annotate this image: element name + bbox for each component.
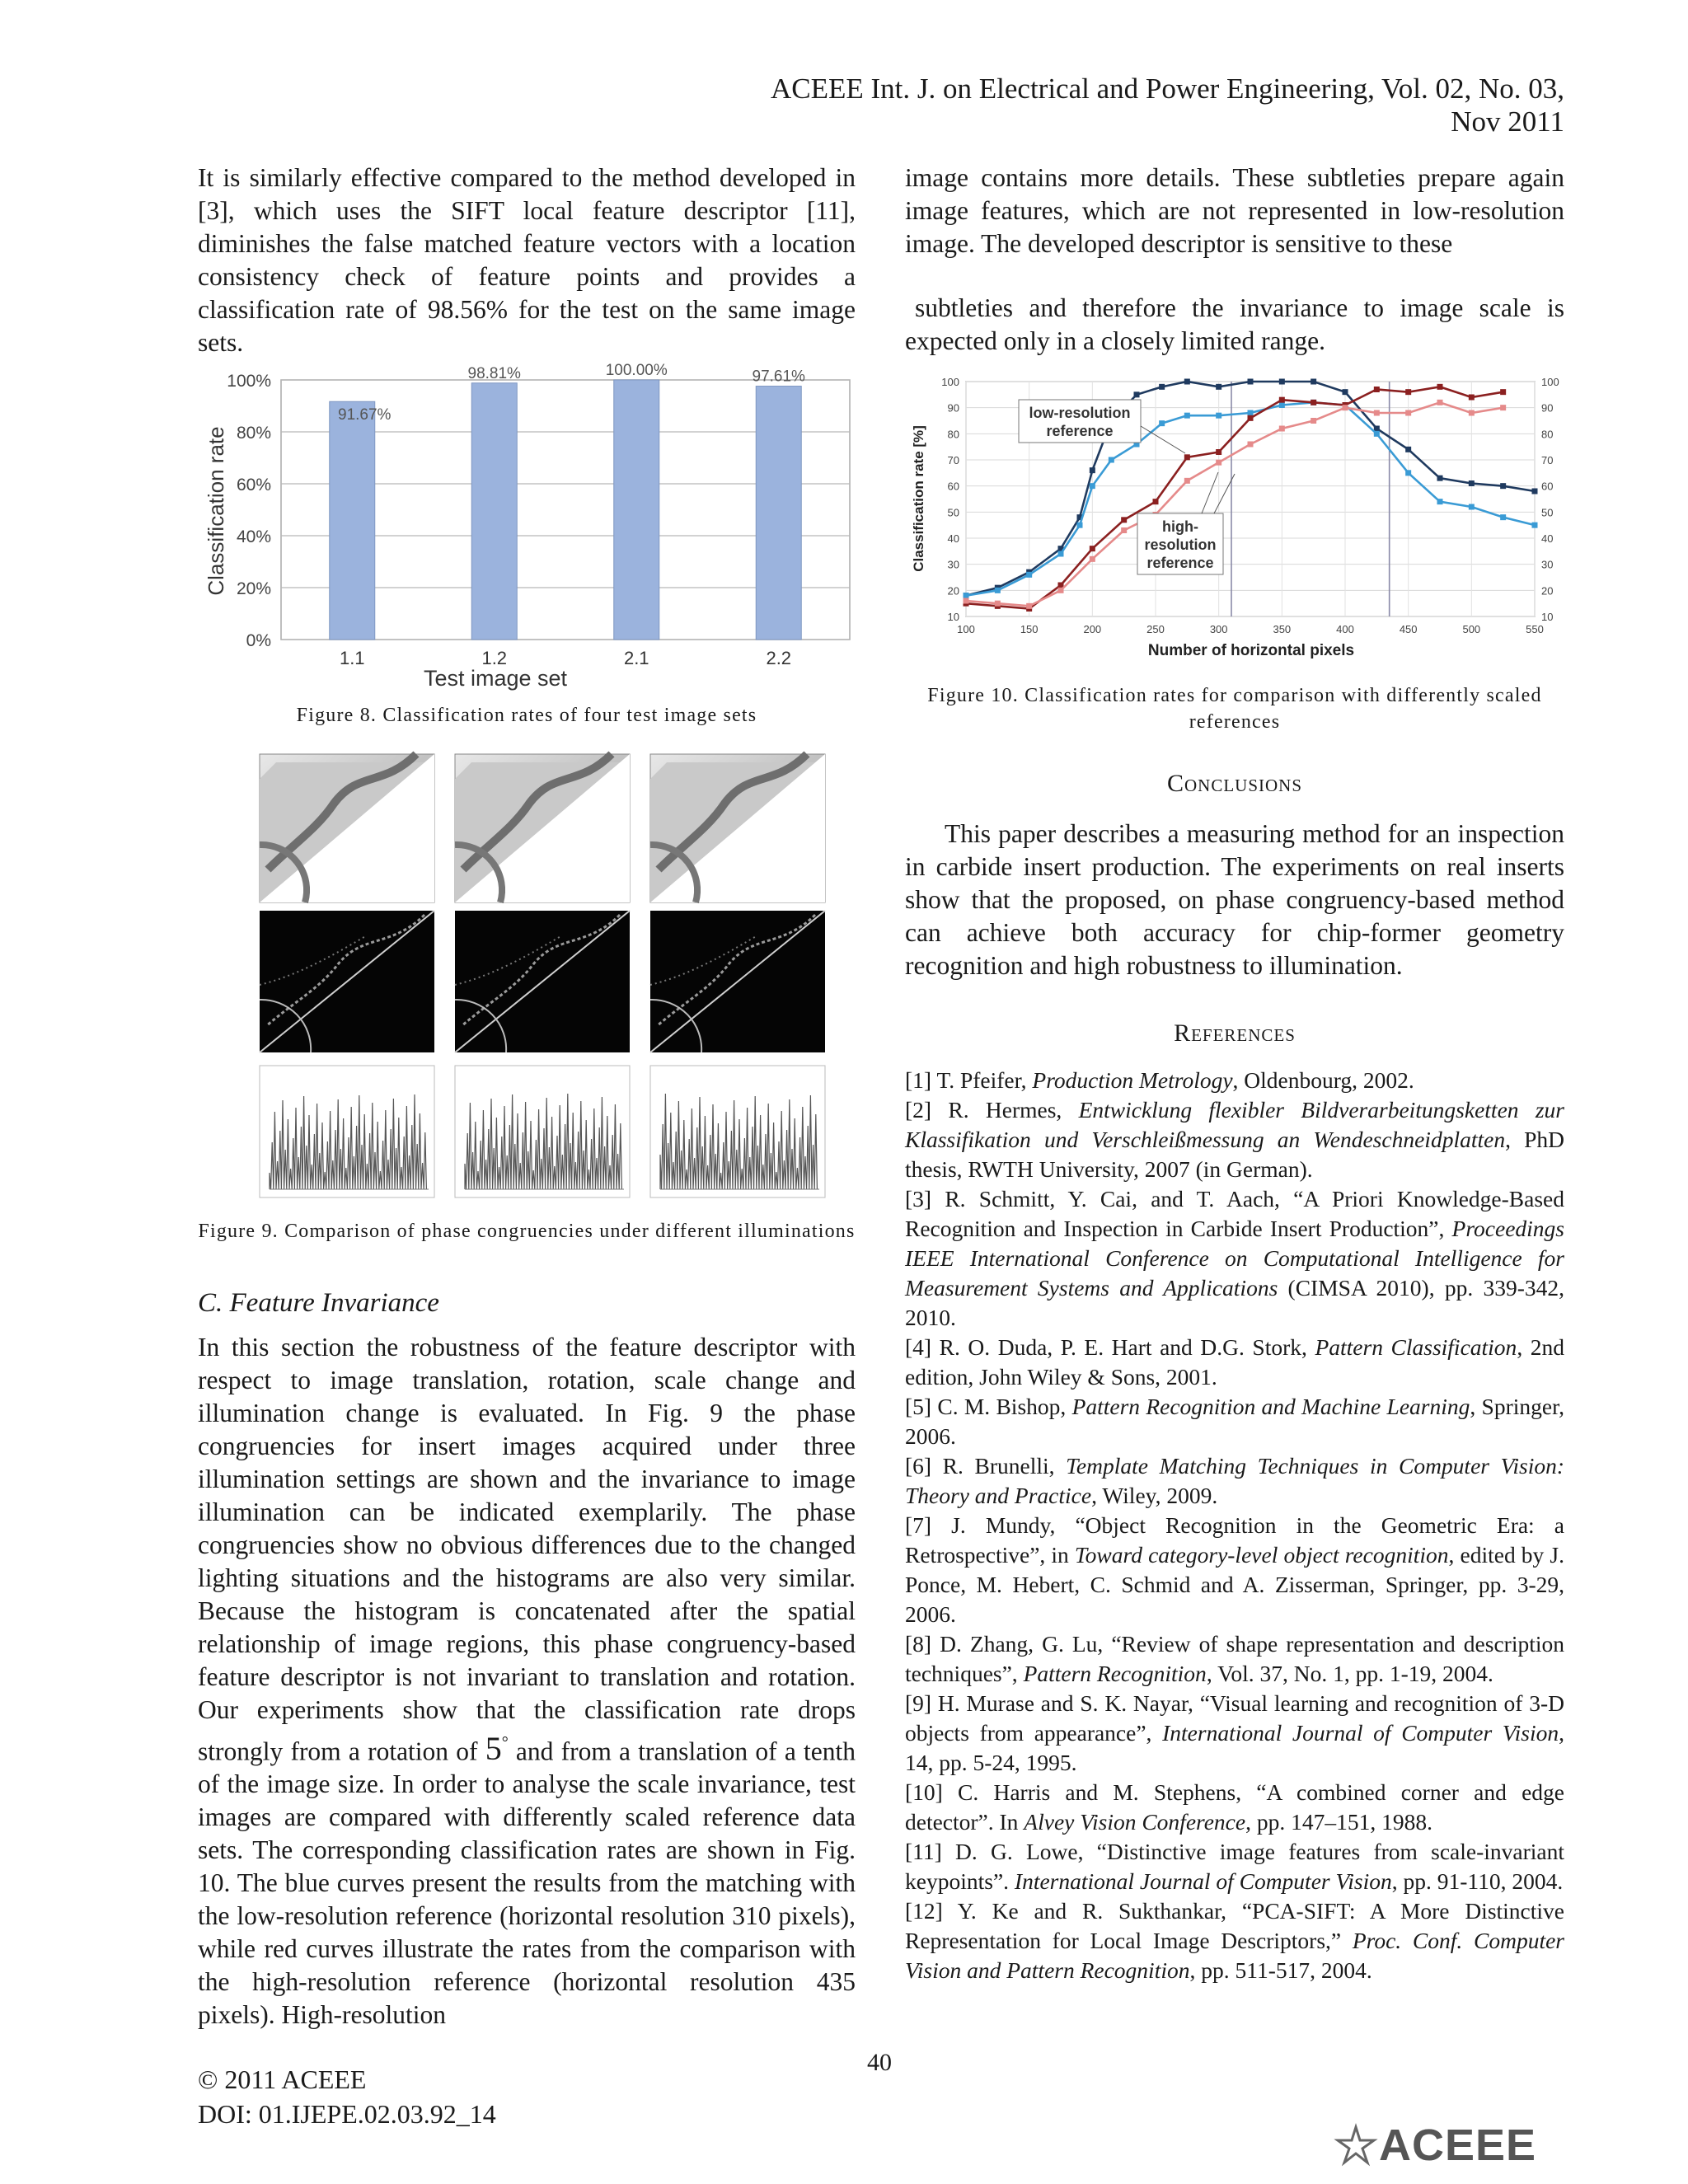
data-label: 91.67% <box>338 406 392 424</box>
series-marker <box>1469 504 1475 510</box>
reference-item: [7] J. Mundy, “Object Recognition in the Geometric Era: a Retrospective”, in Toward category-level object recognition, edited by J. Ponce, M. Hebert, C. Schmid and A. Zisserman, Springer, pp. 3-29, 2006. <box>905 1512 1564 1627</box>
y-tick-label: 60% <box>236 476 271 494</box>
series-marker <box>1216 460 1221 466</box>
y-tick-label-right: 30 <box>1541 558 1554 571</box>
y-tick-label: 100 <box>941 376 959 388</box>
figure-8-x-axis-label: Test image set <box>423 666 568 691</box>
y-tick-label: 40 <box>947 532 959 545</box>
series-marker <box>1279 402 1285 408</box>
series-marker <box>1405 447 1411 452</box>
figure-10-y-axis-label: Classification rate [%] <box>911 425 926 572</box>
series-marker <box>1343 389 1348 395</box>
series-marker <box>1184 379 1190 385</box>
series-marker <box>1109 457 1114 463</box>
phase-congruency-image <box>455 911 630 1052</box>
series-marker <box>1500 389 1506 395</box>
page-number: 40 <box>867 2049 892 2076</box>
aceee-logo: ACEEE <box>1331 2120 1536 2171</box>
series-marker <box>1184 413 1190 419</box>
intro-paragraph: It is similarly effective compared to the method developed in [3], which uses the SIFT local feature descriptor [11], diminishes the false matched feature vectors with a location consistency check of feature points and provides a classification rate of 98.56% for the test on the same image sets. <box>198 163 856 357</box>
doi: DOI: 01.IJEPE.02.03.92_14 <box>198 2099 496 2129</box>
bar <box>330 401 375 640</box>
y-tick-label-right: 90 <box>1541 401 1554 415</box>
series-marker <box>995 601 1001 607</box>
series-marker <box>1311 418 1316 424</box>
y-tick-label-right: 100 <box>1541 376 1559 388</box>
x-tick-label: 1.2 <box>481 648 508 668</box>
figure-8-y-axis-label: Classification rate <box>204 426 228 596</box>
reference-item: [3] R. Schmitt, Y. Cai, and T. Aach, “A Priori Knowledge-Based Recognition and Inspection in Carbide Insert Production”, Proceedings IEEE International Conference on Computational Intelligence for Measurement Systems and Applications (CIMSA 2010), pp. 339-342, 2010. <box>905 1186 1565 1330</box>
y-tick-label: 60 <box>947 480 959 493</box>
data-label: 100.00% <box>605 362 668 379</box>
y-tick-label-right: 80 <box>1541 428 1554 441</box>
figure-8-y-tick-labels <box>227 372 271 650</box>
series-marker <box>1469 480 1475 486</box>
histogram <box>455 1066 630 1197</box>
figure-9-caption: Figure 9. Comparison of phase congruencies under different illuminations <box>198 1221 856 1242</box>
scale-paragraph-part2: subtleties and therefore the invariance to image scale is expected only in a closely limited range. <box>905 293 1564 355</box>
journal-header: ACEEE Int. J. on Electrical and Power Engineering, Vol. 02, No. 03, Nov 2011 <box>771 73 1564 138</box>
x-tick-label: 450 <box>1399 623 1418 635</box>
svg-text:high-: high- <box>1162 518 1198 535</box>
y-tick-label: 20 <box>947 584 959 598</box>
x-tick-label: 550 <box>1526 623 1544 635</box>
series-marker <box>1159 420 1165 426</box>
figure-8-bar-chart <box>202 362 853 696</box>
series-marker <box>1311 400 1316 405</box>
references-list <box>905 1066 1564 1985</box>
series-marker <box>964 593 969 598</box>
series-marker <box>1184 454 1190 460</box>
series-marker <box>1437 499 1443 504</box>
series-marker <box>1216 449 1221 455</box>
series-marker <box>1026 603 1032 609</box>
figure-10-caption: Figure 10. Classification rates for comparison with differently scaled references <box>927 685 1542 733</box>
y-tick-label-right: 40 <box>1541 532 1554 545</box>
star-icon <box>1331 2124 1379 2167</box>
phase-congruency-image <box>260 911 434 1052</box>
bar <box>471 383 517 640</box>
figure-9-grayscale-row <box>260 754 825 902</box>
y-tick-label-right: 50 <box>1541 506 1554 519</box>
copyright: © 2011 ACEEE <box>198 2064 367 2094</box>
section-c-heading: C. Feature Invariance <box>198 1288 439 1318</box>
histogram <box>650 1066 825 1197</box>
x-tick-label: 400 <box>1336 623 1354 635</box>
series-marker <box>1216 413 1221 419</box>
series-marker <box>1216 384 1221 390</box>
reference-item: [10] C. Harris and M. Stephens, “A combined corner and edge detector”. In Alvey Vision Conference, pp. 147–151, 1988. <box>905 1779 1564 1835</box>
y-tick-label: 80% <box>236 424 271 443</box>
x-tick-label: 100 <box>957 623 975 635</box>
svg-text:reference: reference <box>1046 423 1114 439</box>
series-marker <box>1090 556 1095 562</box>
series-marker <box>1279 379 1285 385</box>
figure-9-phase-congruency-row <box>260 911 825 1052</box>
series-marker <box>1248 410 1254 416</box>
phase-congruency-image <box>650 911 825 1052</box>
figure-10-x-axis-label: Number of horizontal pixels <box>1147 642 1355 659</box>
y-tick-label: 100% <box>227 372 271 391</box>
series-marker <box>1090 467 1095 473</box>
y-tick-label: 90 <box>947 401 959 415</box>
y-tick-label: 40% <box>236 527 271 546</box>
rotation-degree: 5° <box>485 1730 509 1768</box>
x-tick-label: 300 <box>1209 623 1228 635</box>
series-marker <box>1090 546 1095 551</box>
y-tick-label-right: 10 <box>1541 611 1554 623</box>
conclusions-heading: Conclusions <box>1166 770 1303 797</box>
series-marker <box>1248 415 1254 421</box>
series-marker <box>1500 405 1506 410</box>
reference-item: [8] D. Zhang, G. Lu, “Review of shape representation and description techniques”, Pattern Recognition, Vol. 37, No. 1, pp. 1-19, 2004. <box>905 1631 1564 1686</box>
figure-10-x-tick-labels <box>957 623 1544 635</box>
references-heading: References <box>1174 1019 1296 1047</box>
series-marker <box>1058 588 1064 593</box>
series-marker <box>995 588 1001 593</box>
reference-item: [1] T. Pfeifer, Production Metrology, Oldenbourg, 2002. <box>905 1067 1414 1093</box>
series-marker <box>1026 572 1032 578</box>
series-marker <box>1374 431 1380 437</box>
bar <box>756 387 801 640</box>
series-marker <box>1153 499 1159 504</box>
series-marker <box>1077 523 1083 528</box>
data-label: 98.81% <box>467 364 521 382</box>
svg-text:resolution: resolution <box>1144 537 1217 553</box>
series-marker <box>1121 517 1127 523</box>
series-marker <box>1469 395 1475 401</box>
series-marker <box>1279 426 1285 432</box>
series-marker <box>1248 379 1254 385</box>
bar <box>614 380 659 640</box>
svg-text:low-resolution: low-resolution <box>1029 405 1131 421</box>
series-marker <box>1311 379 1316 385</box>
series-marker <box>1532 489 1538 494</box>
figure-9-image-grid <box>260 754 824 1207</box>
series-marker <box>1437 400 1443 405</box>
y-tick-label: 30 <box>947 558 959 571</box>
y-tick-label: 50 <box>947 506 959 519</box>
y-tick-label-right: 70 <box>1541 454 1554 466</box>
figure-9-histogram-row <box>260 1066 825 1197</box>
series-marker <box>1437 384 1443 390</box>
series-marker <box>1159 384 1165 390</box>
series-marker <box>1405 410 1411 416</box>
figure-8-caption: Figure 8. Classification rates of four test image sets <box>296 705 757 726</box>
y-tick-label-right: 20 <box>1541 584 1554 598</box>
x-tick-label: 500 <box>1462 623 1481 635</box>
series-marker <box>1532 523 1538 528</box>
reference-item: [4] R. O. Duda, P. E. Hart and D.G. Stork, Pattern Classification, 2nd edition, John Wiley & Sons, 2001. <box>905 1334 1565 1390</box>
x-tick-label: 2.2 <box>766 648 792 668</box>
reference-item: [2] R. Hermes, Entwicklung flexibler Bildverarbeitungsketten zur Klassifikation und Verschleißmessung an Wendeschneidplatten, PhD thesis, RWTH University, 2007 (in German). <box>905 1097 1565 1182</box>
x-tick-label: 250 <box>1146 623 1165 635</box>
series-marker <box>1121 527 1127 533</box>
y-tick-label: 80 <box>947 428 959 441</box>
reference-item: [5] C. M. Bishop, Pattern Recognition and Machine Learning, Springer, 2006. <box>905 1394 1565 1449</box>
series-marker <box>1184 478 1190 484</box>
series-marker <box>1374 387 1380 392</box>
series-marker <box>1343 405 1348 410</box>
x-tick-label: 200 <box>1083 623 1102 635</box>
y-tick-label: 0% <box>246 631 271 650</box>
y-tick-label: 70 <box>947 454 959 466</box>
series-marker <box>964 598 969 604</box>
y-tick-label: 20% <box>236 579 271 598</box>
x-tick-label: 1.1 <box>339 648 365 668</box>
scale-paragraph-part1: image contains more details. These subtleties prepare again image features, which are not represented in low-resolution image. The developed descriptor is sensitive to these <box>905 163 1564 258</box>
figure-10-y-tick-labels <box>941 376 959 623</box>
svg-text:reference: reference <box>1146 555 1214 571</box>
data-label: 97.61% <box>752 368 805 386</box>
series-marker <box>1374 410 1380 416</box>
reference-item: [11] D. G. Lowe, “Distinctive image features from scale-invariant keypoints”. International Journal of Computer Vision, pp. 91-110, 2004. <box>905 1839 1564 1894</box>
series-marker <box>1134 391 1140 397</box>
series-marker <box>1279 397 1285 403</box>
series-marker <box>1469 410 1475 416</box>
series-marker <box>1500 514 1506 520</box>
figure-10-line-chart <box>905 375 1564 672</box>
y-tick-label-right: 60 <box>1541 480 1554 493</box>
insert-photo <box>650 754 825 902</box>
figure-10-y-tick-labels-right <box>1541 376 1559 623</box>
series-marker <box>1405 470 1411 476</box>
insert-photo <box>455 754 630 902</box>
series-marker <box>1500 483 1506 489</box>
x-tick-label: 2.1 <box>623 648 649 668</box>
reference-item: [9] H. Murase and S. K. Nayar, “Visual learning and recognition of 3-D objects from appearance”, International Journal of Computer Vision, 14, pp. 5-24, 1995. <box>905 1690 1564 1775</box>
feature-invariance-paragraph: In this section the robustness of the feature descriptor with respect to image translation, rotation, scale change and illumination change is evaluated. In Fig. 9 the phase congruencies for insert images acquired under three illumination settings are shown and the invariance to image illumination can be indicated exemplarily. The phase congruencies show no obvious differences due to the changed lighting situations and the histograms are also very similar. Because the histogram is concatenated after the spatial relationship of image regions, this phase congruency-based feature descriptor is not invariant to translation and rotation. Our experiments show that the classification rate drops strongly from a rotation of 5° and from a translation of a tenth of the image size. In order to analyse the scale invariance, test images are compared with differently scaled reference data sets. The corresponding classification rates are shown in Fig. 10. The blue curves present the results from the matching with the low-resolution reference (horizontal resolution 310 pixels), while red curves illustrate the rates from the comparison with the high-resolution reference (horizontal resolution 435 pixels). High-resolution <box>198 1333 856 2030</box>
x-tick-label: 350 <box>1273 623 1292 635</box>
reference-item: [12] Y. Ke and R. Sukthankar, “PCA-SIFT: A More Distinctive Representation for Local Image Descriptors,” Proc. Conf. Computer Vision and Pattern Recognition, pp. 511-517, 2004. <box>905 1898 1564 1983</box>
y-tick-label: 10 <box>947 611 959 623</box>
series-marker <box>1058 551 1064 557</box>
conclusions-paragraph: This paper describes a measuring method for an inspection in carbide insert production. The experiments on real inserts show that the proposed, on phase congruency-based method can achieve both accuracy for chip-former geometry recognition and high robustness to illumination. <box>905 819 1564 980</box>
insert-photo <box>260 754 434 902</box>
series-marker <box>1405 389 1411 395</box>
series-marker <box>1090 483 1095 489</box>
histogram <box>260 1066 434 1197</box>
series-marker <box>1437 476 1443 481</box>
series-marker <box>1248 442 1254 448</box>
x-tick-label: 150 <box>1020 623 1039 635</box>
reference-item: [6] R. Brunelli, Template Matching Techniques in Computer Vision: Theory and Practice, Wiley, 2009. <box>905 1453 1564 1508</box>
